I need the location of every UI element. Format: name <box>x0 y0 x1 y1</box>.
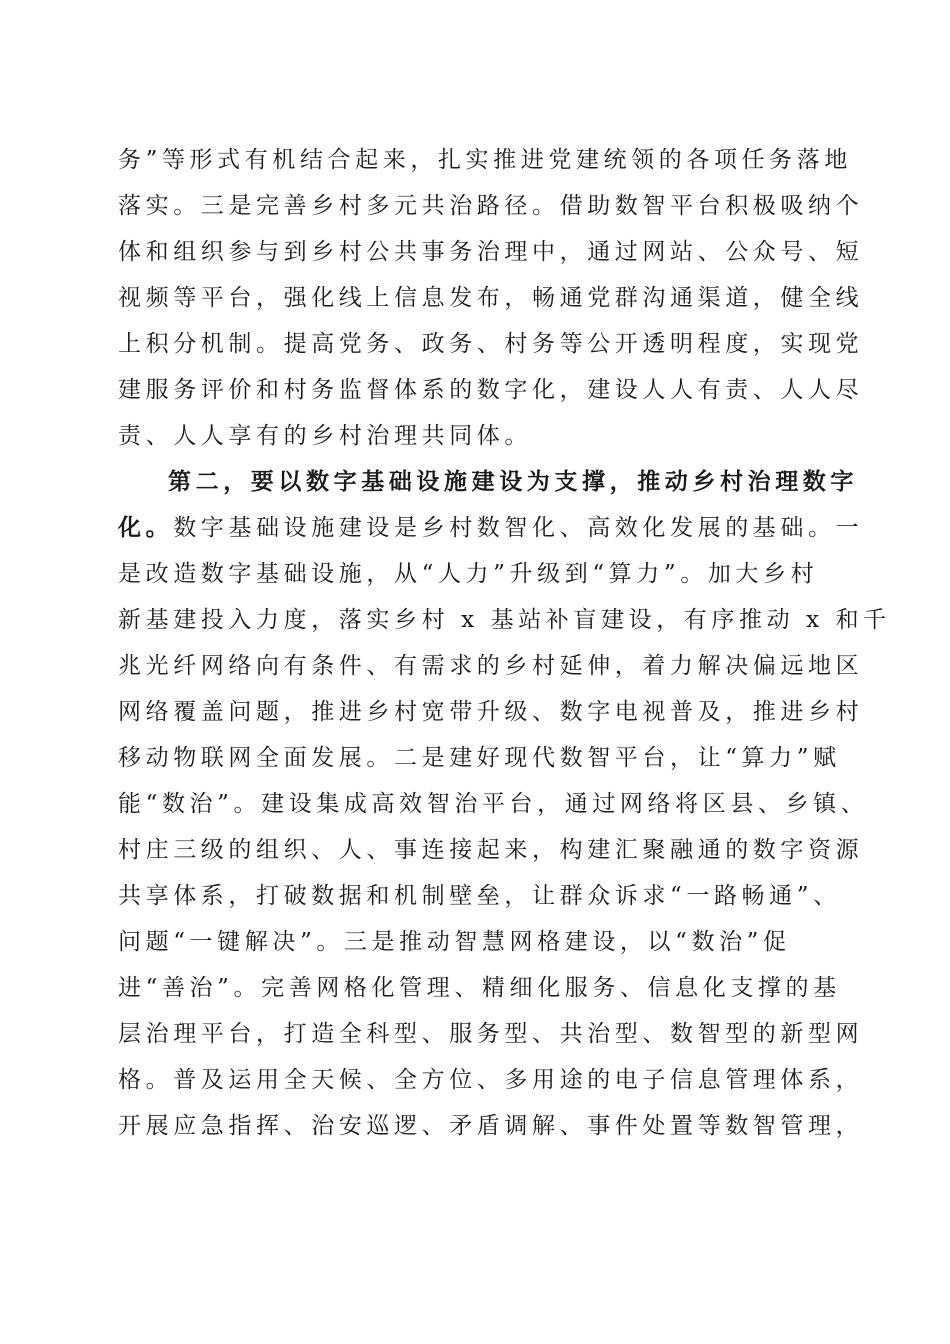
paragraph2-line-15: 开展应急指挥、治安巡逻、矛盾调解、事件处置等数智管理， <box>118 1113 864 1139</box>
paragraph1-line-2: 落实。三是完善乡村多元共治路径。借助数智平台积极吸纳个 <box>118 193 864 219</box>
paragraph1-line-3: 体和组织参与到乡村公共事务治理中，通过网站、公众号、短 <box>118 239 864 265</box>
paragraph2-line-9: 村庄三级的组织、人、事连接起来，构建汇聚融通的数字资源 <box>118 837 864 863</box>
paragraph2-line-5: 兆光纤网络向有条件、有需求的乡村延伸，着力解决偏远地区 <box>118 653 864 679</box>
paragraph2-line-13: 层治理平台，打造全科型、服务型、共治型、数智型的新型网 <box>118 1021 864 1047</box>
paragraph2-line-2-rest: 数字基础设施建设是乡村数智化、高效化发展的基础。一 <box>173 515 864 541</box>
paragraph2-line-14: 格。普及运用全天候、全方位、多用途的电子信息管理体系， <box>118 1067 864 1093</box>
paragraph2-line-12: 进“善治”。完善网格化管理、精细化服务、信息化支撑的基 <box>118 975 841 1001</box>
paragraph1-line-7: 责、人人享有的乡村治理共同体。 <box>118 423 532 449</box>
paragraph2-line-3: 是改造数字基础设施，从“人力”升级到“算力”。加大乡村 <box>118 561 819 587</box>
paragraph2-line-2 <box>118 513 863 543</box>
paragraph1-line-4: 视频等平台，强化线上信息发布，畅通党群沟通渠道，健全线 <box>118 285 864 311</box>
paragraph2-line-10: 共享体系，打破数据和机制壁垒，让群众诉求“一路畅通”、 <box>118 883 841 909</box>
paragraph2-line-11: 问题“一键解决”。三是推动智慧网格建设，以“数治”促 <box>118 929 791 955</box>
paragraph2-line-4: 新基建投入力度，落实乡村 x 基站补盲建设，有序推动 x 和千 <box>118 607 891 633</box>
paragraph1-line-6: 建服务评价和村务监督体系的数字化，建设人人有责、人人尽 <box>118 377 864 403</box>
paragraph2-heading: 第二，要以数字基础设施建设为支撑，推动乡村治理数字 <box>168 468 858 495</box>
paragraph1-line-5: 上积分机制。提高党务、政务、村务等公开透明程度，实现党 <box>118 331 864 357</box>
paragraph1-line-1: 务”等形式有机结合起来，扎实推进党建统领的各项任务落地 <box>118 147 852 173</box>
paragraph2-line-8: 能“数治”。建设集成高效智治平台，通过网络将区县、乡镇、 <box>118 791 869 817</box>
paragraph2-heading-end: 化。 <box>118 514 174 541</box>
paragraph2-line-7: 移动物联网全面发展。二是建好现代数智平台，让“算力”赋 <box>118 745 841 771</box>
paragraph2-line-6: 网络覆盖问题，推进乡村宽带升级、数字电视普及，推进乡村 <box>118 699 864 725</box>
